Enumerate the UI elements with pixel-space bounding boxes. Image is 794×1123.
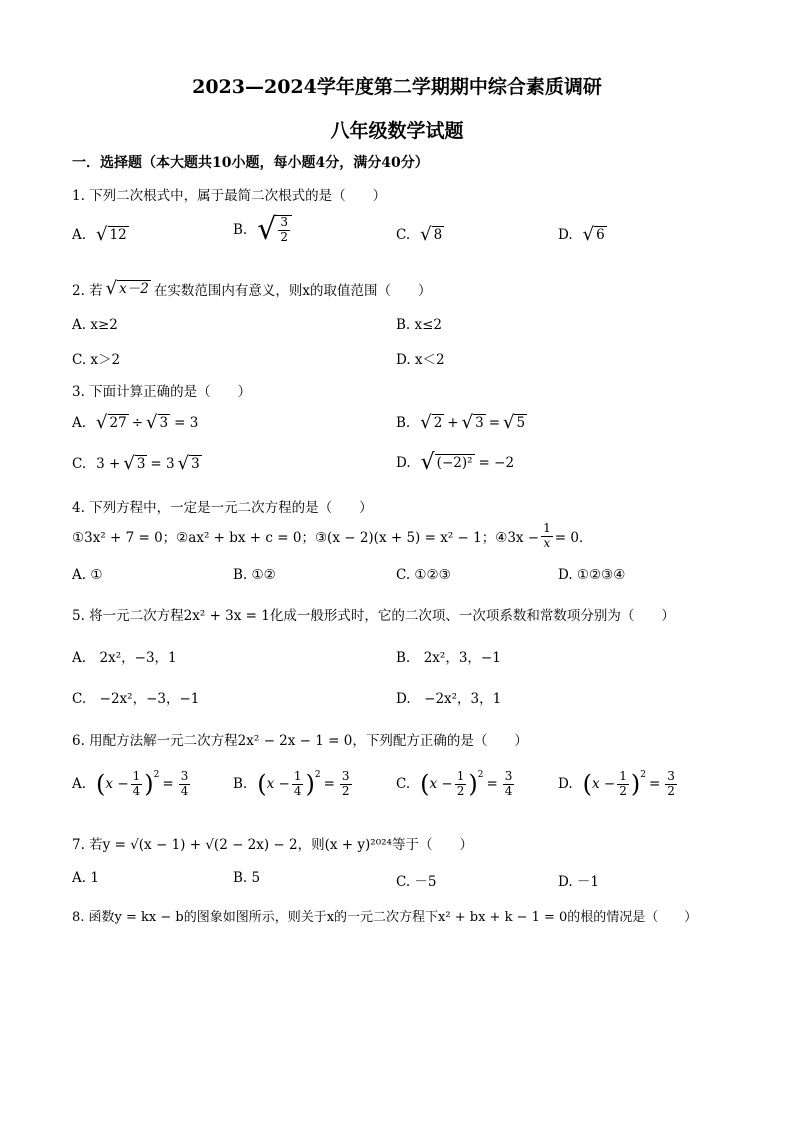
option-label: C. [396,227,411,243]
result: = 3 [150,456,175,472]
q4-option-a: A. ① [72,567,103,583]
option-label: D. [558,227,573,243]
radicand: 27 [109,415,127,432]
section-heading: 一．选择题（本大题共10小题，每小题4分，满分40分） [72,155,429,171]
option-label: A. [72,227,87,243]
radicand: 3 [159,415,169,432]
numerator: 3 [341,769,350,783]
q7-option-b: B. 5 [233,870,261,886]
paren: ) [630,770,641,799]
equals: = [648,776,661,793]
equals: = [162,776,174,793]
radicand: 5 [516,415,526,432]
paren: ( [582,770,593,799]
fraction [541,522,553,551]
question-7-stem: 7. 若y = √(x − 1) + √(2 − 2x) − 2，则(x + y)²⁰²⁴等于（ ） [72,837,473,853]
exponent: 2 [640,770,646,780]
radical: √ 3 [461,412,484,433]
numerator: 3 [180,769,189,783]
term: x − [429,776,453,793]
fraction [503,770,515,799]
fraction [131,770,143,799]
q4-option-d: D. ①②③④ [558,567,626,583]
q5-option-b: B. 2x²，3，−1 [396,650,501,666]
q7-option-c: C. －5 [396,874,437,890]
term: x − [592,776,616,793]
question-8-stem: 8. 函数y = kx − b的图象如图所示，则关于x的一元二次方程下x² + bx + k − 1 = 0的根的情况是（ ） [72,910,698,925]
numerator: 3 [667,769,675,783]
page-subtitle: 八年级数学试题 [330,120,464,142]
paren: ( [420,770,430,799]
q4-option-b: B. ①② [233,567,276,583]
q2-option-a: A. x≥2 [72,317,118,333]
radicand: 8 [433,227,443,244]
q1-option-b [233,212,292,247]
operator: + [447,415,459,431]
operator: ÷ [131,415,144,431]
option-label: B. [233,222,248,238]
q7-option-d: D. －1 [558,874,600,890]
fraction [665,770,677,799]
q3-option-a [72,414,198,432]
radical: √ 5 [503,412,526,433]
q2-option-d: D. x＜2 [396,352,445,368]
equals: = [488,415,500,431]
paren: ) [144,770,154,799]
numerator: 1 [456,769,465,783]
option-label: D. [396,455,411,471]
denominator: 4 [180,783,189,798]
radical: √ 3 [123,453,146,474]
q5-option-c: C. −2x²，−3，−1 [72,691,200,707]
denominator: x [543,535,551,550]
paren: ) [468,770,478,799]
question-6-stem: 6. 用配方法解一元二次方程2x² − 2x − 1 = 0，下列配方正确的是（ ） [72,733,528,749]
paren: ) [305,770,315,799]
numerator: 1 [293,769,302,783]
q4-option-c: C. ①②③ [396,567,451,583]
radical: √ 6 [582,224,605,245]
radical: √ x－2 [105,278,149,299]
option-label: B. [233,776,248,793]
q6-option-b [233,770,354,799]
radical: √ 3 [177,453,200,474]
radicand: 6 [596,227,605,244]
q4-equations [72,522,592,551]
denominator: 2 [619,783,627,798]
q3-option-b [396,414,527,432]
q1-option-a [72,226,129,244]
radicand: 2 [433,415,443,432]
denominator: 2 [280,230,288,244]
q2-option-c: C. x＞2 [72,352,121,368]
question-2-stem [72,279,431,299]
q5-option-a: A. 2x²，−3，1 [72,650,177,666]
fraction [340,770,352,799]
equals: = [486,776,498,793]
result: = −2 [478,455,515,471]
fraction [278,216,290,245]
denominator: 2 [341,783,350,798]
equation-end: = 0． [554,530,593,547]
exponent: 2 [314,770,321,780]
radical: √ 12 [96,224,127,245]
radicand: 3 [475,415,484,432]
option-label: C. [72,456,87,472]
radical: √ 3 [146,412,169,433]
option-label: A. [72,415,87,431]
numerator: 3 [280,215,288,230]
q6-option-d [558,770,679,799]
numerator: 1 [619,769,627,783]
result: = 3 [174,415,199,431]
numerator: 3 [504,769,513,783]
question-5-stem: 5. 将一元二次方程2x² + 3x = 1化成一般形式时，它的二次项、一次项系数和常数项分别为（ ） [72,608,675,624]
fraction [292,770,304,799]
radical: √ 8 [420,224,443,245]
q2-stem-post: 在实数范围内有意义，则x的取值范围（ ） [153,283,432,299]
numerator: 1 [543,521,551,535]
q2-option-b: B. x≤2 [396,317,443,333]
denominator: 2 [667,783,675,798]
q7-option-a: A. 1 [72,870,99,886]
q5-option-d: D. −2x²，3，1 [396,691,502,707]
denominator: 4 [132,783,141,798]
denominator: 4 [504,783,513,798]
exponent: 2 [477,770,484,780]
question-1-stem: 1. 下列二次根式中，属于最简二次根式的是（ ） [72,188,387,204]
denominator: 2 [456,783,465,798]
fraction [455,770,467,799]
question-4-stem: 4. 下列方程中，一定是一元二次方程的是（ ） [72,500,373,516]
option-label: B. [396,415,411,431]
term: 3 + [96,456,121,472]
q1-option-d [558,226,607,244]
radical: √ $\frac{3}{2}$ [257,215,292,245]
q1-option-c [396,226,444,244]
paren: ( [96,770,106,799]
radicand: 3 [191,456,200,473]
q3-option-c [72,455,202,473]
option-label: D. [558,776,573,793]
term: x − [105,776,129,793]
fraction [179,770,191,799]
radical: √ 27 [96,412,127,433]
equation-list: ①3x² + 7 = 0；②ax² + bx + c = 0；③(x − 2)(x + 5) = x² − 1；④3x − [72,530,540,547]
fraction [617,770,629,799]
numerator: 1 [132,769,141,783]
q6-option-c [396,770,516,799]
q3-option-d [396,452,514,474]
radicand: (−2)² [436,455,473,472]
q6-option-a [72,770,192,799]
q2-stem-pre: 2. 若 [72,283,103,299]
paren: ( [257,770,267,799]
denominator: 4 [293,783,302,798]
radical: √ 2 [420,412,443,433]
option-label: C. [396,776,411,793]
radicand: 12 [109,227,127,244]
radicand: x－2 [119,281,149,298]
exponent: 2 [153,770,160,780]
radicand: 3 [136,456,146,473]
term: x − [266,776,290,793]
radical: √ (−2)² [420,450,473,475]
equals: = [323,776,335,793]
option-label: A. [72,776,87,793]
question-3-stem: 3. 下面计算正确的是（ ） [72,384,252,400]
page-title: 2023—2024学年度第二学期期中综合素质调研 [192,76,602,98]
